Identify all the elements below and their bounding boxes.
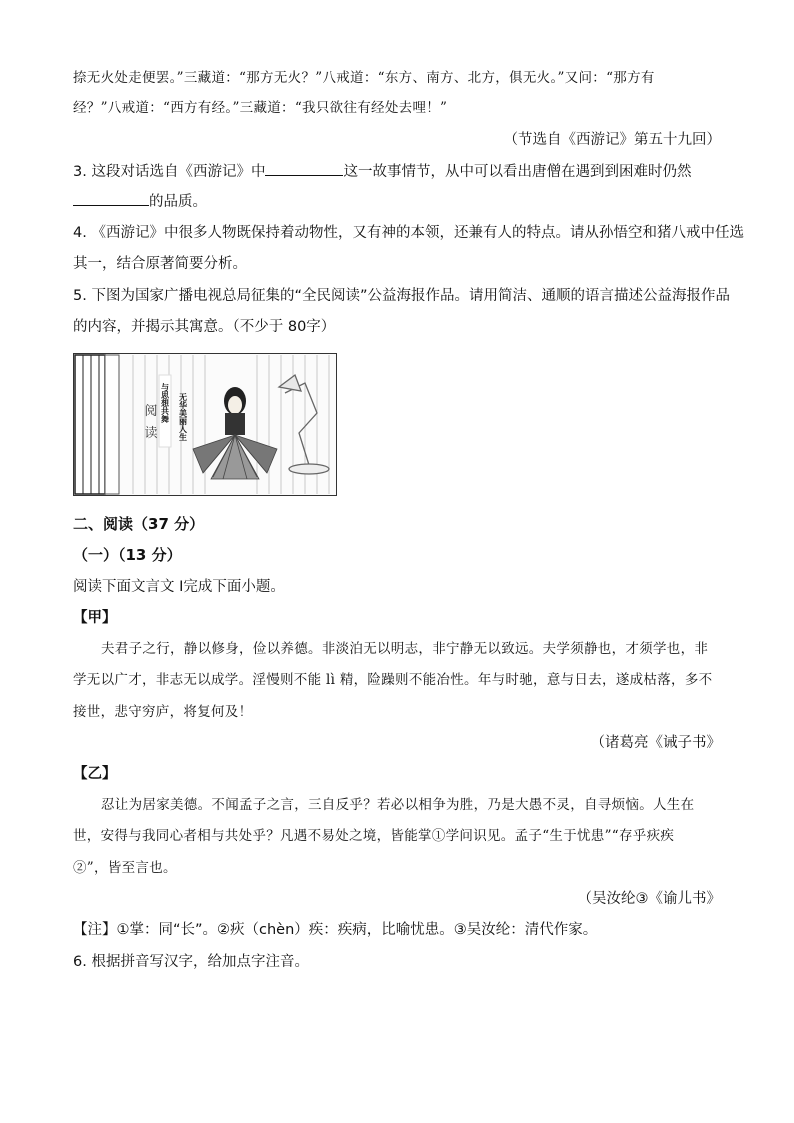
passage-yi-line-1: 忍让为居家美德。不闻孟子之言，三自反乎？若必以相争为胜，乃是大愚不灵，自寻烦恼。人生在 xyxy=(101,797,695,813)
question-3-text-c: 的品质。 xyxy=(149,194,207,210)
question-4-line-2: 其一，结合原著简要分析。 xyxy=(73,256,247,272)
section-heading: 二、阅读（37 分） xyxy=(73,515,205,533)
excerpt-line-2: 经？”八戒道：“西方有经。”三藏道：“我只欲往有经处去哩！” xyxy=(73,100,448,116)
question-5-line-1: 5. 下图为国家广播电视总局征集的“全民阅读”公益海报作品。请用简洁、通顺的语言描述公益海报作品 xyxy=(73,288,730,304)
reading-poster xyxy=(73,353,337,496)
question-4-line-1: 4. 《西游记》中很多人物既保持着动物性，又有神的本领，还兼有人的特点。请从孙悟空和猪八戒中任选 xyxy=(73,225,744,241)
passage-jia-source: （诸葛亮《诫子书》 xyxy=(590,735,721,751)
excerpt-line-1: 捺无火处走便罢。”三藏道：“那方无火？”八戒道：“东方、南方、北方，俱无火。”又问：“那方有 xyxy=(73,70,655,86)
question-3-text-b: 这一故事情节，从中可以看出唐僧在遇到到困难时仍然 xyxy=(343,164,692,180)
excerpt-source: （节选自《西游记》第五十九回） xyxy=(503,132,721,148)
question-5-line-2: 的内容，并揭示其寓意。（不少于 80字） xyxy=(73,319,336,335)
answer-blank-1[interactable] xyxy=(265,161,343,176)
question-3-line-1 xyxy=(73,161,721,182)
subsection-heading: （一）（13 分） xyxy=(73,546,182,564)
section-intro: 阅读下面文言文 I完成下面小题。 xyxy=(73,579,285,595)
poster-word-1: 阅 xyxy=(144,404,158,419)
passage-jia-line-3: 接世，悲守穷庐，将复何及！ xyxy=(73,704,253,720)
answer-blank-2[interactable] xyxy=(73,191,149,206)
poster-slogan-1: 与思想共舞 xyxy=(160,383,170,423)
question-3-text-a: 3. 这段对话选自《西游记》中 xyxy=(73,164,266,180)
annotation-notes: 【注】①掌：同“长”。②疢（chèn）疾：疾病，比喻忧患。③吴汝纶：清代作家。 xyxy=(73,922,598,938)
passage-yi-line-2: 世，安得与我同心者相与共处乎？凡遇不易处之境，皆能掌①学问识见。孟子“生于忧患”“存乎疢疾 xyxy=(73,828,675,844)
question-3-line-2 xyxy=(73,191,721,212)
passage-jia-line-1: 夫君子之行，静以修身，俭以养德。非淡泊无以明志，非宁静无以致远。夫学须静也，才须学也，非 xyxy=(101,641,709,657)
passage-yi-label: 【乙】 xyxy=(73,766,117,782)
question-6: 6. 根据拼音写汉字，给加点字注音。 xyxy=(73,954,309,970)
poster-word-2: 读 xyxy=(144,426,158,441)
passage-jia-label: 【甲】 xyxy=(73,610,117,626)
passage-yi-line-3: ②”，皆至言也。 xyxy=(73,860,177,876)
passage-yi-source: （吴汝纶③《谕儿书》 xyxy=(577,891,721,907)
poster-slogan-2: 无华美丽人生 xyxy=(178,393,188,441)
passage-jia-line-2: 学无以广才，非志无以成学。淫慢则不能 lì 精，险躁则不能冶性。年与时驰，意与日去，遂成枯落，多不 xyxy=(73,672,713,688)
